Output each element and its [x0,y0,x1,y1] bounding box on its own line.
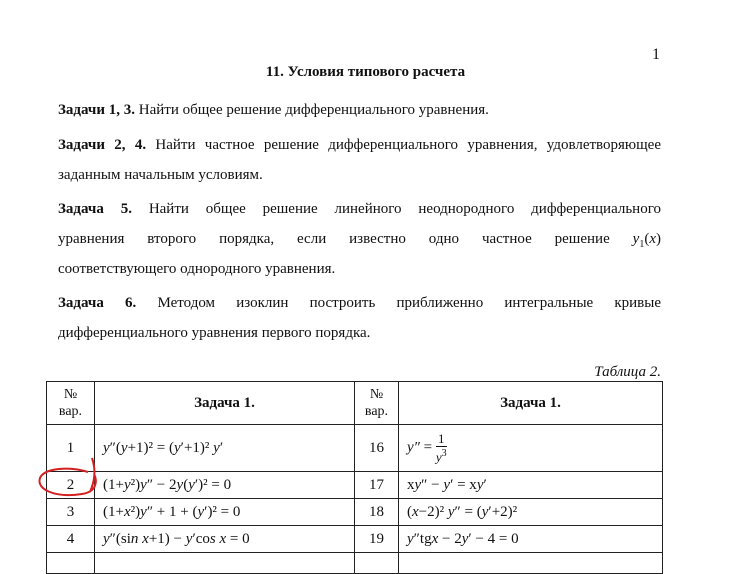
variant-number: 2 [47,472,95,499]
equation: y″tgx − 2y′ − 4 = 0 [399,526,663,553]
variant-number: 4 [47,526,95,553]
equation: y″(sin x+1) − y′cos x = 0 [95,526,355,553]
header-num: № вар. [47,382,95,425]
equation: (1+x²)y″ + 1 + (y′)² = 0 [95,499,355,526]
page-title: 11. Условия типового расчета [265,64,466,80]
task-label: Задачи 1, 3. [58,102,136,118]
header-task: Задача 1. [399,382,663,425]
task-text: Найти общее решение дифференциального уравнения. [138,102,489,118]
table-row [47,425,663,472]
variant-number: 17 [355,472,399,499]
variant-number: 16 [355,425,399,472]
task-text: соответствующего однородного уравнения. [58,261,336,277]
equation: xy″ − y′ = xy′ [399,472,663,499]
variant-number: 18 [355,499,399,526]
equation: y″ = $\frac{1}{y^3}$ [399,425,663,472]
page-number: 1 [652,46,660,63]
table-row [47,472,663,499]
task-5-paragraph [58,194,661,284]
task-label: Задачи 2, 4. [58,137,147,153]
variant-number: 19 [355,526,399,553]
header-task: Задача 1. [95,382,355,425]
header-num: № вар. [355,382,399,425]
task-label: Задача 5. [58,201,132,217]
task-text: Найти частное решение дифференциального уравнения, удовлетворяющее [155,137,661,153]
task-text: уравнения второго порядка, если известно одно частное решение [58,231,610,247]
variants-table [46,381,663,574]
equation: (x−2)² y″ = (y′+2)² [399,499,663,526]
table-header-row [47,382,663,425]
variant-number: 1 [47,425,95,472]
table-row-cut [47,553,663,574]
table-row [47,526,663,553]
task-text: заданным начальным условиям. [58,167,263,183]
task-label: Задача 6. [58,295,137,311]
task-6-paragraph [58,288,661,348]
particular-solution: $y_1(x)$ [632,231,662,250]
task-1-3-paragraph [58,95,661,125]
task-text: дифференциального уравнения первого порядка. [58,325,371,341]
task-text: Найти общее решение линейного неоднородного дифференциального [148,201,661,217]
task-text: Методом изоклин построить приближенно интегральные кривые [157,295,661,311]
task-2-4-paragraph [58,130,661,190]
equation: (1+y²)y″ − 2y(y′)² = 0 [95,472,355,499]
table-caption: Таблица 2. [594,364,661,380]
table-row [47,499,663,526]
variant-number: 3 [47,499,95,526]
equation: y″(y+1)² = (y′+1)² y′ [95,425,355,472]
